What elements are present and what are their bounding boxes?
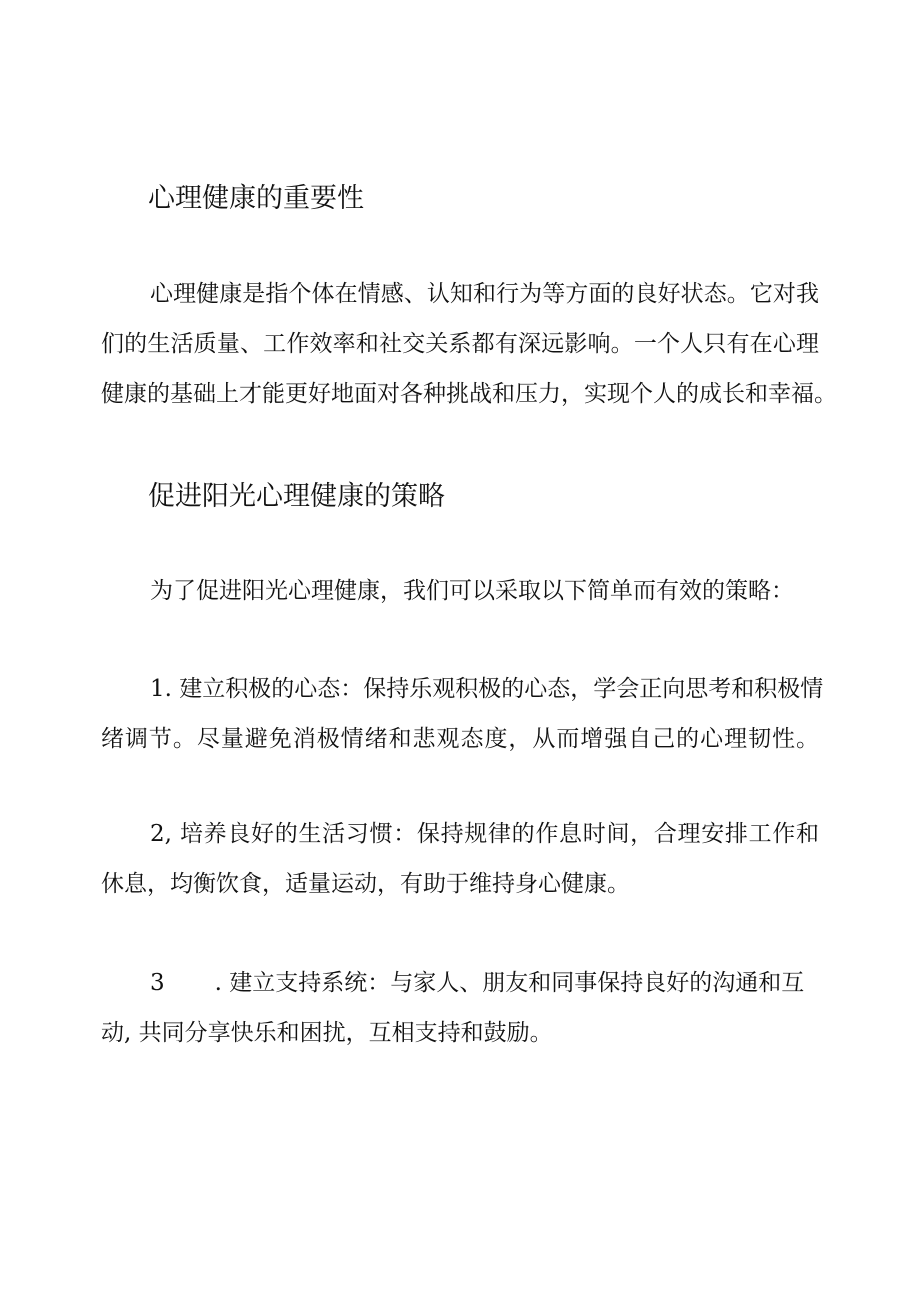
paragraph-line: 健康的基础上才能更好地面对各种挑战和压力，实现个人的成长和幸福。	[101, 381, 837, 407]
list-item-healthy-habits	[101, 809, 821, 909]
paragraph-line: 休息，均衡饮食，适量运动，有助于维持身心健康。	[101, 871, 630, 897]
section-title-importance: 心理健康的重要性	[148, 183, 364, 214]
paragraph-line: 们的生活质量、工作效率和社交关系都有深远影响。一个人只有在心理	[101, 331, 819, 357]
list-item-positive-mindset	[101, 664, 824, 764]
list-number: 3	[150, 970, 165, 996]
list-item-text: . 建立支持系统：与家人、朋友和同事保持良好的沟通和互	[214, 970, 805, 996]
paragraph-line: 为了促进阳光心理健康，我们可以采取以下简单而有效的策略：	[150, 578, 794, 604]
paragraph-intro	[101, 566, 821, 616]
paragraph-line: 2, 培养良好的生活习惯：保持规律的作息时间，合理安排工作和	[150, 821, 819, 847]
paragraph-line: 动, 共同分享快乐和困扰，互相支持和鼓励。	[101, 1020, 553, 1046]
paragraph-line	[101, 958, 821, 1008]
list-item-support-system	[101, 958, 821, 1058]
paragraph-importance	[101, 269, 837, 419]
paragraph-line: 心理健康是指个体在情感、认知和行为等方面的良好状态。它对我	[150, 281, 819, 307]
paragraph-line: 绪调节。尽量避免消极情绪和悲观态度，从而增强自己的心理韧性。	[101, 726, 819, 752]
section-title-strategies: 促进阳光心理健康的策略	[148, 481, 445, 512]
paragraph-line: 1. 建立积极的心态：保持乐观积极的心态，学会正向思考和积极情	[150, 676, 824, 702]
